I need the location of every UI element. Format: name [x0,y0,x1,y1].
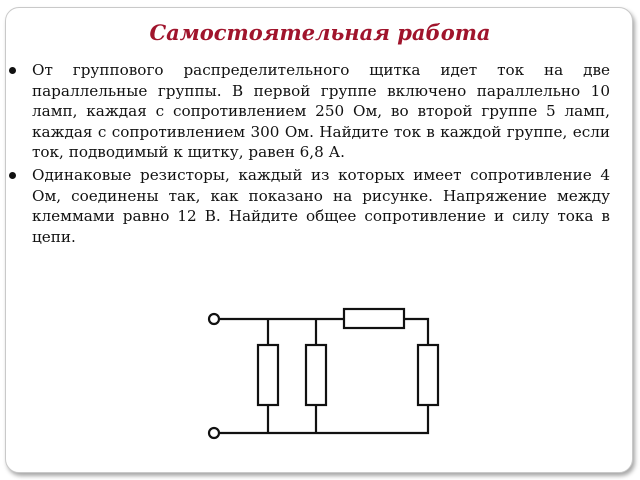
resistor-2 [306,345,326,405]
task-list [32,60,610,249]
slide-title: Самостоятельная работа [149,20,491,45]
resistor-top [344,309,404,328]
task-text-2: Одинаковые резисторы, каждый из которых имеет сопротивление 4 Ом, соединены так, как показано на рисунке. Напряжение между клеммами равно 12 В. Найдите общее сопротивление и силу тока в цепи. [32,165,610,246]
terminal-top [209,314,219,324]
bullet-icon [9,67,16,74]
terminal-bottom [209,428,219,438]
bullet-icon [9,172,16,179]
bottom-wire [220,405,428,433]
resistor-3 [418,345,438,405]
task-text-1: От группового распределительного щитка идет ток на две параллельные группы. В первой группе включено параллельно 10 ламп, каждая с сопротивлением 250 Ом, во второй группе 5 ламп, каждая с сопротивлением 300 Ом. Найдите ток в каждой группе, если ток, подводимый к щитку, равен 6,8 А. [32,61,610,162]
circuit-diagram [200,298,440,448]
resistor-1 [258,345,278,405]
task-item-2 [32,165,610,247]
task-item-1 [32,60,610,163]
